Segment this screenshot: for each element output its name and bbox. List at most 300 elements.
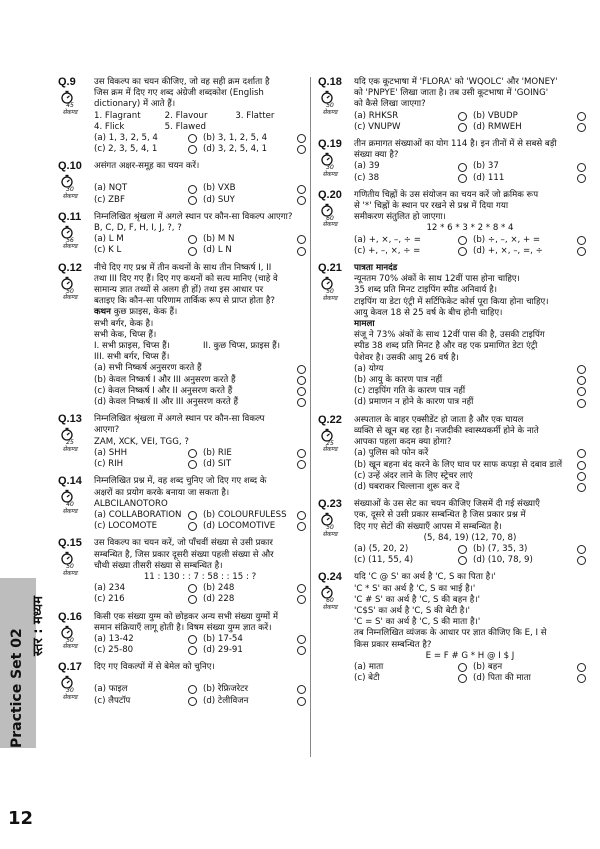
text-line: एक, दूसरे से उसी प्रकार सम्बन्धित है जिस प्रकार प्रश्न में [354,510,526,521]
radio-circle[interactable] [297,196,306,205]
radio-circle[interactable] [188,635,197,644]
radio-circle[interactable] [188,134,197,143]
text-line: किस प्रकार सम्बन्धित है? [354,639,432,650]
text-line: यदि एक कूटभाषा में 'FLORA' को 'WQOLC' और 'MONEY' [354,77,558,87]
option-text: (b) VBUDP [473,110,518,121]
option[interactable] [203,183,306,194]
radio-circle[interactable] [188,595,197,604]
text-line: अस्पताल के बाहर एक्सीडेंट हो जाता है और एक घायल [354,414,524,425]
radio-circle[interactable] [577,663,586,672]
option-text: (b) 37 [473,161,499,172]
option[interactable] [94,696,197,707]
option[interactable] [473,235,586,246]
option-text: (a) पुलिस को फोन करें [354,448,429,459]
option[interactable] [203,459,306,470]
option-text: (b) 248 [203,583,235,594]
option[interactable] [94,510,197,521]
question-text [94,476,306,510]
radio-circle[interactable] [188,247,197,256]
text-line: से '*' चिह्नों के स्थान पर रखने से प्रश्न में दिया गया [354,201,509,212]
option[interactable] [203,234,306,245]
left-column [58,77,306,713]
option[interactable] [203,684,306,695]
options-group [354,161,586,183]
option-text: (c) 25-80 [94,645,134,656]
conclusion: I. सभी फ्राइस, चिप्स हैं। [94,341,170,352]
option[interactable] [203,448,306,459]
expression: 11 : 130 : : 7 : 58 : : 15 : ? [143,571,257,582]
text-line: उस विकल्प का चयन कीजिए, जो वह सही क्रम दर्शाता है [94,77,270,87]
option-text: (d) L N [203,245,232,256]
text-line: को 'PNPYE' लिखा जाता है। तब उसी कूटभाषा में 'GOING' [354,88,549,99]
expression: (5, 84, 19) (12, 70, 8) [423,532,517,543]
radio-circle[interactable] [297,584,306,593]
option[interactable] [94,363,306,374]
statement: सभी केक, चिप्स हैं। [94,329,157,340]
option-text: (c) ZBF [94,194,125,205]
radio-circle[interactable] [577,483,586,492]
time-label: 60 सेकण्ड [322,597,338,611]
item-list [94,111,306,133]
question-number: Q.11 [58,210,82,223]
conclusion: II. कुछ चिप्स, फ्राइस हैं। [203,341,280,352]
option[interactable] [354,555,467,566]
option-text: (c) 38 [354,172,380,183]
option-text: (a) (5, 20, 2) [354,543,409,554]
radio-circle[interactable] [577,545,586,554]
option-text: (c) RIH [94,459,124,470]
option-text: (a) NQT [94,183,128,194]
radio-circle[interactable] [577,674,586,683]
option-text: (c) VNUPW [354,121,401,132]
option-text: (d) 228 [203,594,235,605]
text-line: सामान्य ज्ञात तथ्यों से अलग ही हों) तथा इस आधार पर [94,285,264,296]
question-text [354,499,586,533]
radio-circle[interactable] [297,134,306,143]
case-line: संजू ने 73% अंकों के साथ 12वीं पास की है, उसकी टाइपिंग [354,330,545,341]
time-label: 56 सेकण्ड [62,236,78,251]
text-line: आएगा? [94,425,120,436]
option-text: (c) केवल निष्कर्ष I और II अनुसरण करते हैं [94,385,233,396]
radio-circle[interactable] [297,398,306,407]
time-label: 50 सेकण्ड [62,563,78,577]
option[interactable] [203,510,306,521]
time-label: 50 सेकण्ड [62,636,78,651]
option[interactable] [94,245,197,256]
radio-circle[interactable] [458,545,467,554]
radio-circle[interactable] [188,522,197,531]
text-line: dictionary) में आते हैं। [94,99,176,110]
radio-circle[interactable] [297,365,306,374]
option[interactable] [354,246,467,257]
radio-circle[interactable] [458,674,467,683]
conclusions [94,341,306,363]
option-text: (d) 29-91 [203,645,243,656]
text-line: समीकरण संतुलित हो जाएगा। [354,212,446,223]
option[interactable] [354,161,467,172]
text-line: व्यक्ति से खून बह रहा है। नजदीकी स्वास्थ्यकर्मी होने के नाते [354,425,539,436]
option-text: (b) 3, 1, 2, 5, 4 [203,133,268,144]
option-text: (d) प्रमाणन न होने के कारण पात्र नहीं [354,397,474,408]
option[interactable] [203,696,306,707]
radio-circle[interactable] [577,461,586,470]
radio-circle[interactable] [297,235,306,244]
option[interactable] [203,521,306,532]
option-text: (c) लैपटॉप [94,695,131,706]
radio-circle[interactable] [577,449,586,458]
radio-circle[interactable] [458,236,467,245]
option[interactable] [473,544,586,555]
text-line: सम्बन्धित है, जिस प्रकार दूसरी संख्या पहली संख्या से और [94,549,274,560]
radio-circle[interactable] [297,185,306,194]
option-text: (d) (10, 78, 9) [473,555,533,566]
radio-circle[interactable] [188,697,197,706]
option-text: (a) +, ×, –, ÷ = [354,234,421,245]
option[interactable] [94,183,197,194]
option-text: (c) 2, 3, 5, 4, 1 [94,144,158,155]
time-label: 50 सेकण्ड [62,287,78,302]
radio-circle[interactable] [297,646,306,655]
option[interactable] [94,521,197,532]
time-label: 45 सेकण्ड [62,102,78,116]
radio-circle[interactable] [188,584,197,593]
options-group [354,111,586,133]
text-line: को कैसे लिखा जाएगा? [354,99,426,110]
option-text: (c) +, –, ×, ÷ = [354,245,421,256]
radio-circle[interactable] [297,511,306,520]
question-block [318,190,586,257]
text-line: B, C, D, F, H, I, J, ?, ? [94,223,182,234]
text-line: आपका पहला कदम क्या होगा? [354,437,452,448]
time-label: 40 सेकण्ड [62,501,78,515]
question-text [94,612,306,634]
option[interactable] [354,122,467,133]
radio-circle[interactable] [297,145,306,154]
option[interactable] [354,173,467,184]
option-text: (b) COLOURFULESS [203,509,287,520]
options-group [94,448,306,470]
question-block [58,263,306,409]
text-line: ZAM, XCK, VEI, TGG, ? [94,436,189,447]
option[interactable] [473,662,586,673]
question-block [58,476,306,532]
option[interactable] [473,246,586,257]
radio-circle[interactable] [188,646,197,655]
option[interactable] [203,583,306,594]
option-text: (b) खून बहना बंद करने के लिए घाव पर साफ कपड़ा से दबाव डालें [354,459,563,470]
radio-circle[interactable] [188,511,197,520]
option-text: (c) LOCOMOTE [94,521,158,532]
option[interactable] [94,684,197,695]
text-line: अक्षरों का प्रयोग करके बनाया जा सकता है। [94,487,230,498]
option[interactable] [473,111,586,122]
text-line: समान संक्रियाएँ लागू होती है। विषम संख्या युग्म ज्ञात करें। [94,622,272,633]
question-block [58,161,306,205]
option[interactable] [354,364,586,375]
option[interactable] [94,386,306,397]
option-text: (d) केवल निष्कर्ष II और III अनुसरण करते हैं [94,397,239,408]
question-text [94,212,306,234]
options-group [94,684,306,706]
option-text: (b) M N [203,234,235,245]
radio-circle[interactable] [297,387,306,396]
question-number: Q.19 [318,138,342,151]
question-block [58,538,306,605]
question-number: Q.9 [58,76,76,88]
option[interactable] [94,459,197,470]
options-group [94,510,306,532]
text-line: निम्नलिखित श्रृंखला में अगले स्थान पर कौन-सा विकल्प [94,414,265,425]
option-text: (d) RMWEH [473,121,522,132]
text-line: संख्याओं के उस सेट का चयन कीजिए जिसमें दी गई संख्याएँ [354,499,540,510]
option[interactable] [203,133,306,144]
question-text [354,77,586,111]
text-line: असंगत अक्षर-समूह का चयन करें। [94,161,200,172]
text-line: ALBCILANOTORO [94,498,168,509]
option-text: (c) उन्हें अंदर लाने के लिए स्ट्रेचर लाएं [354,470,473,481]
radio-circle[interactable] [188,196,197,205]
radio-circle[interactable] [577,387,586,396]
radio-circle[interactable] [577,399,586,408]
radio-circle[interactable] [577,112,586,121]
option[interactable] [473,122,586,133]
text-line: 'C * S' का अर्थ है 'C, S का भाई है।' [354,583,476,594]
option-text: (b) ÷, –, ×, + = [473,234,541,245]
question-block [318,415,586,493]
question-block [58,77,306,155]
radio-circle[interactable] [297,247,306,256]
question-text [94,77,306,111]
radio-circle[interactable] [577,556,586,565]
option[interactable] [203,195,306,206]
option[interactable] [354,544,467,555]
option[interactable] [354,111,467,122]
option[interactable] [203,245,306,256]
option[interactable] [354,235,467,246]
option-text: (d) 3, 2, 5, 4, 1 [203,144,268,155]
expression: E = F # G * H @ I $ J [425,650,515,661]
radio-circle[interactable] [188,235,197,244]
option[interactable] [94,397,306,408]
option[interactable] [203,144,306,155]
option-text: (a) सभी निष्कर्ष अनुसरण करते हैं [94,363,202,374]
options-group [94,234,306,256]
radio-circle[interactable] [458,163,467,172]
text-line: गणितीय चिह्नों के उस संयोजन का चयन करें जो क्रमिक रूप [354,189,539,200]
radio-circle[interactable] [297,697,306,706]
question-block [318,139,586,184]
option-text: (d) घबराकर चिल्लाना शुरू कर दें [354,481,460,492]
radio-circle[interactable] [188,145,197,154]
radio-circle[interactable] [188,185,197,194]
option-text: (b) VXB [203,183,236,194]
question-number: Q.13 [58,413,82,426]
option[interactable] [203,634,306,645]
option[interactable] [94,133,197,144]
question-text [354,572,586,650]
text-line: बताइए कि कौन-सा परिणाम तार्किक रूप से प्राप्त होता है? [94,296,275,307]
option[interactable] [94,448,197,459]
question-text [94,414,306,448]
option[interactable] [354,482,586,493]
text-line: चौथी संख्या तीसरी संख्या से सम्बन्धित है। [94,560,223,571]
option-text: (a) योग्य [354,363,384,374]
option[interactable] [354,397,586,408]
option[interactable] [94,375,306,386]
question-text [354,139,586,161]
question-block [58,662,306,706]
option-text: (d) LOCOMOTIVE [203,521,276,532]
expression: 12 * 6 * 3 * 2 * 8 * 4 [426,223,514,234]
question-block [318,263,586,409]
options-group [94,363,306,408]
radio-circle[interactable] [577,376,586,385]
case-line: स्पीड 38 शब्द प्रति मिनट है और वह एक प्रमाणित डेटा एंट्री [354,341,538,352]
list-item: 4. Flick [94,121,125,132]
option-text: (c) बेटी [354,673,380,684]
option[interactable] [473,161,586,172]
sidebar [0,0,52,849]
option[interactable] [94,583,197,594]
options-group [354,662,586,684]
option-text: (d) 111 [473,172,505,183]
option-text: (d) +, ×, –, =, ÷ [473,245,543,256]
option-text: (a) L M [94,234,124,245]
option[interactable] [354,448,586,459]
time-label: 30 सेकण्ड [322,164,338,178]
radio-circle[interactable] [577,174,586,183]
question-number: Q.23 [318,498,342,511]
radio-circle[interactable] [577,163,586,172]
option-text: (b) RIE [203,447,232,458]
question-text [94,538,306,572]
sidebar-practice-set: Practice Set 02 [9,628,25,748]
question-number: Q.24 [318,571,342,584]
option[interactable] [473,673,586,684]
text-line: 'C$S' का अर्थ है 'C, S की बेटी है।' [354,605,470,616]
text-line: किसी एक संख्या युग्म को छोड़कर अन्य सभी संख्या युग्मों में [94,611,279,622]
question-number: Q.18 [318,76,342,88]
conclusion: III. सभी बर्गर, चिप्स हैं। [94,352,170,363]
radio-circle[interactable] [188,460,197,469]
radio-circle[interactable] [458,663,467,672]
option[interactable] [354,662,467,673]
option-text: (d) SIT [203,459,232,470]
text-line: नीचे दिए गए प्रश्न में तीन कथनों के साथ तीन निष्कर्ष I, II [94,262,272,273]
option-text: (b) आयु के कारण पात्र नहीं [354,375,443,386]
radio-circle[interactable] [297,376,306,385]
radio-circle[interactable] [297,449,306,458]
radio-circle[interactable] [458,556,467,565]
option-text: (a) 13-42 [94,633,134,644]
radio-circle[interactable] [297,595,306,604]
radio-circle[interactable] [297,522,306,531]
options-group [94,634,306,656]
question-number: Q.15 [58,537,82,550]
text-line: उस विकल्प का चयन करें, जो पाँचवीं संख्या से उसी प्रकार [94,538,273,549]
text-line: निम्नलिखित श्रृंखला में अगले स्थान पर कौन-सा विकल्प आएगा? [94,211,293,222]
question-number: Q.22 [318,413,342,426]
column-divider [310,77,311,757]
question-number: Q.14 [58,475,82,488]
radio-circle[interactable] [188,685,197,694]
option[interactable] [473,555,586,566]
radio-circle[interactable] [577,247,586,256]
list-item: 3. Flatter [235,110,275,121]
question-number: Q.17 [58,661,82,674]
radio-circle[interactable] [188,449,197,458]
text-line: तब निम्नलिखित व्यंजक के आधार पर ज्ञात कीजिए कि E, I से [354,628,547,639]
time-label: 25 सेकण्ड [62,439,78,453]
text-line: यदि 'C @ S' का अर्थ है 'C, S का पिता है।' [354,572,496,583]
criterion: आयु केवल 18 से 25 वर्ष के बीच होनी चाहिए। [354,307,503,318]
option[interactable] [203,594,306,605]
option[interactable] [354,460,586,471]
question-number: Q.16 [58,610,82,623]
criterion: न्यूनतम 70% अंकों के साथ 12वीं पास होना चाहिए। [354,274,520,285]
radio-circle[interactable] [297,460,306,469]
option[interactable] [203,645,306,656]
option[interactable] [94,634,197,645]
option[interactable] [473,173,586,184]
page-number: 12 [8,808,34,829]
options-group [94,583,306,605]
radio-circle[interactable] [577,365,586,374]
option-text: (c) 216 [94,594,125,605]
option[interactable] [354,471,586,482]
right-column [318,77,586,690]
question-block [318,572,586,684]
radio-circle[interactable] [458,123,467,132]
option-text: (b) केवल निष्कर्ष I और III अनुसरण करते हैं [94,374,236,385]
option[interactable] [94,234,197,245]
radio-circle[interactable] [577,236,586,245]
option-text: (b) बहन [473,661,503,672]
option-text: (d) टेलीविजन [203,695,249,706]
option[interactable] [94,195,197,206]
time-label: 25 सेकण्ड [322,439,338,454]
option[interactable] [354,386,586,397]
question-text [354,190,586,224]
option[interactable] [94,645,197,656]
radio-circle[interactable] [577,123,586,132]
time-label: 50 सेकण्ड [322,288,338,302]
option[interactable] [94,594,197,605]
option[interactable] [94,144,197,155]
radio-circle[interactable] [577,472,586,481]
options-group [94,133,306,155]
option-text: (c) (11, 55, 4) [354,555,414,566]
option-text: (a) RHKSR [354,110,399,121]
radio-circle[interactable] [458,174,467,183]
radio-circle[interactable] [297,635,306,644]
option-text: (a) माता [354,661,384,672]
radio-circle[interactable] [297,685,306,694]
option[interactable] [354,673,467,684]
radio-circle[interactable] [458,247,467,256]
option[interactable] [354,375,586,386]
radio-circle[interactable] [458,112,467,121]
statements [94,307,306,318]
criteria-title: पात्रता मानदंड [354,263,398,274]
time-label: 30 सेकण्ड [62,186,78,200]
question-block [318,77,586,133]
option-text: (d) SUY [203,194,235,205]
case-title: मामला [354,319,375,330]
question-block [318,499,586,566]
text-line: संख्या क्या है? [354,150,399,161]
option-text: (a) 1, 3, 2, 5, 4 [94,133,158,144]
